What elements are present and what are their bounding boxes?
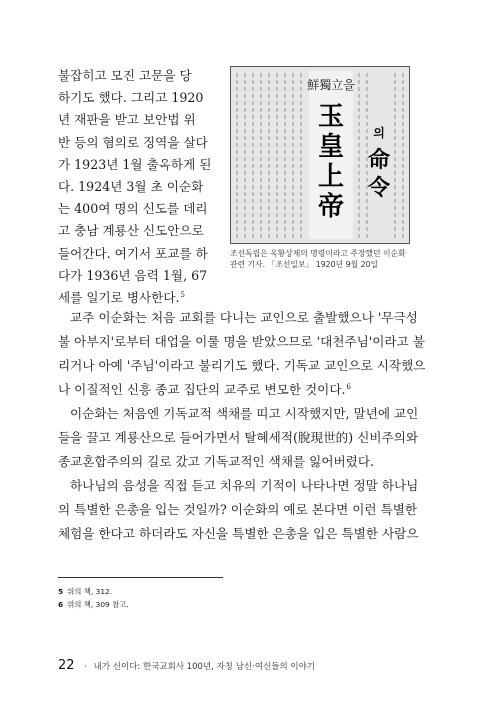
- left-text-line: 불잡히고 모진 고문을 당: [58, 68, 192, 83]
- line-text: 이순화는 처음엔 기독교적 색채를 띠고 시작했지만, 말년에 교인: [70, 406, 419, 421]
- footnote-marker: 5: [180, 291, 185, 299]
- body-text-line: [58, 432, 418, 445]
- footer-separator: ·: [84, 662, 87, 672]
- page-number: 22: [58, 658, 75, 673]
- svg-text:皇: 皇: [317, 132, 345, 162]
- left-text-line: 다. 1924년 3월 초 이순화: [58, 179, 204, 194]
- footnote-rule: [58, 577, 223, 578]
- left-text-line: 년 재판을 받고 보안법 위: [58, 112, 196, 128]
- left-text-line: 하기도 했다. 그리고 1920: [58, 90, 204, 106]
- left-text-line: 는 400여 명의 신도를 데리: [58, 201, 208, 217]
- svg-text:鮮獨立을: 鮮獨立을: [307, 78, 355, 92]
- body-text-line: [58, 528, 419, 541]
- footnote-5: [58, 586, 112, 597]
- body-text-line: [58, 504, 417, 517]
- footnote-number: 6: [58, 600, 64, 609]
- page-footer: [58, 658, 315, 673]
- left-text-line: 가 1923년 1월 출옥하게 된: [58, 156, 212, 172]
- footnote-number: 5: [58, 587, 64, 596]
- svg-text:上: 上: [317, 162, 345, 192]
- left-text-line: 고 충남 계룡산 신도안으로: [58, 223, 204, 239]
- footnote-marker: 6: [346, 383, 351, 391]
- body-text-line: [70, 480, 418, 493]
- body-text-line: [70, 312, 418, 325]
- line-text: 의 특별한 은총을 입는 것일까? 이순화의 예로 본다면 이런 특별한: [58, 502, 418, 517]
- line-text: 나 이질적인 신흥 종교 집단의 교주로 변모한 것이다.: [58, 382, 346, 397]
- footnote-text: 위의 책, 312.: [67, 587, 113, 596]
- line-text: 하나님의 음성을 직접 듣고 치유의 기적이 나타나면 정말 하나님: [70, 478, 419, 493]
- left-text-line: 반 등의 혐의로 징역을 살다: [58, 134, 208, 150]
- line-text: 체험을 한다고 하더라도 자신을 특별한 은총을 입은 특별한 사람으: [58, 526, 419, 541]
- svg-text:帝: 帝: [317, 192, 345, 222]
- body-text-line: [58, 336, 425, 349]
- body-text-line: [70, 408, 418, 421]
- left-text-line: 다가 1936년 음력 1월, 67: [58, 267, 208, 283]
- line-text: 리거나 아예 '주님'이라고 불리기도 했다. 기독교 교인으로 시작했으: [58, 358, 426, 373]
- newspaper-clipping-image: [230, 66, 410, 244]
- line-text: 들을 끌고 계룡산으로 들어가면서 탈혜세적(脫現世的) 신비주의와: [58, 430, 419, 445]
- footnote-text: 위의 책, 309 참고.: [67, 600, 129, 609]
- svg-text:命: 命: [367, 147, 391, 173]
- body-text-line: [58, 360, 425, 373]
- line-text: 종교혼합주의의 길로 갔고 기독교적인 색채를 잃어버렸다.: [58, 454, 374, 469]
- svg-text:令: 令: [367, 175, 391, 201]
- figure-caption-line-1: 조선독립은 옥황상제의 명령이라고 주장했던 이순화: [230, 249, 406, 258]
- left-text-line: 세를 일기로 병사한다.$^5$: [58, 290, 185, 305]
- svg-text:의: 의: [373, 126, 385, 140]
- line-text: 불 아부지'로부터 대업을 이룰 명을 받았으므로 '대천주님'이라고 불: [58, 334, 425, 349]
- body-text-line: [58, 384, 351, 397]
- line-text: 교주 이순화는 처음 교회를 다니는 교인으로 출발했으나 '무극성: [70, 310, 418, 325]
- body-text-line: [58, 456, 374, 469]
- left-text-line: 들어간다. 여기서 포교를 하: [58, 245, 208, 261]
- footnote-6: [58, 599, 129, 610]
- book-title: 내가 신이다: 한국교회사 100년, 자칭 남신·여신들의 이야기: [93, 662, 316, 672]
- figure-caption-line-2: 관련 기사. 「조선일보」 1920년 9월 20일: [230, 260, 379, 269]
- svg-text:玉: 玉: [317, 102, 345, 132]
